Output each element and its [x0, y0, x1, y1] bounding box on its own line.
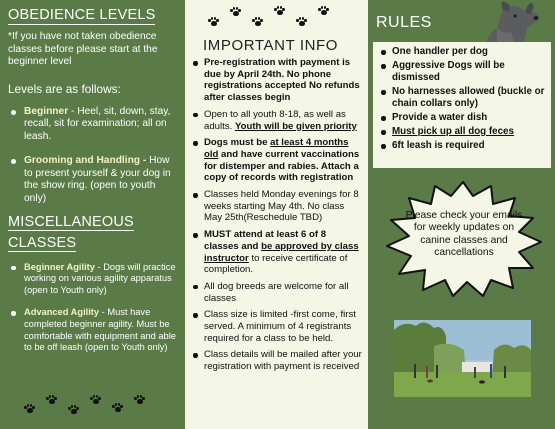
- paw-print-icon: [208, 16, 219, 27]
- paw-print-icon: [318, 5, 329, 16]
- list-item: Must pick up all dog feces: [379, 126, 547, 138]
- list-item: MUST attend at least 6 of 8 classes and be approved by class instructor to receive certificate of completion.: [191, 229, 362, 276]
- list-item: Beginner Agility - Dogs will practice working on various agility apparatus (open to Youth only): [8, 262, 177, 297]
- list-item: No harnesses allowed (buckle or chain collars only): [379, 86, 547, 110]
- callout-text: Please check your emails for weekly updates on canine classes and cancellations: [405, 210, 523, 259]
- list-item: One handler per dog: [379, 46, 547, 58]
- list-item: Aggressive Dogs will be dismissed: [379, 60, 547, 84]
- paw-print-icon: [90, 394, 101, 405]
- paw-print-icon: [46, 394, 57, 405]
- important-heading: IMPORTANT INFO: [203, 37, 339, 54]
- rules-list: [379, 46, 547, 152]
- misc-class-list: [8, 262, 177, 354]
- obedience-intro: *If you have not taken obedience classes before please start at the beginner level: [8, 31, 158, 67]
- obedience-heading: OBEDIENCE LEVELS: [8, 7, 156, 23]
- obedience-level-list: [8, 106, 177, 206]
- list-item: Beginner - Heel, sit, down, stay, recall, sit for examination; all on leash.: [8, 106, 177, 144]
- paw-row-top: [208, 4, 340, 27]
- paw-print-icon: [230, 6, 241, 17]
- list-item: Dogs must be at least 4 months old and have current vaccinations for distemper and rabies. Attach a copy of records with registration: [191, 137, 362, 184]
- list-item: Class size is limited -first come, first served. A minimum of 4 registrants required for a class to be held.: [191, 309, 362, 344]
- list-item: Classes held Monday evenings for 8 weeks starting May 4th. No class May 25th(Reschedule TBD): [191, 189, 362, 224]
- list-item: All dog breeds are welcome for all classes: [191, 281, 362, 304]
- paw-row-bottom: [24, 394, 156, 415]
- paw-print-icon: [296, 16, 307, 27]
- left-panel: [0, 0, 185, 429]
- list-item: Grooming and Handling - How to present yourself & your dog in the show ring. (open to youth only): [8, 155, 177, 205]
- middle-panel: [185, 0, 368, 429]
- list-item: Advanced Agility - Must have completed beginner agility. Must be comfortable with equipment and able to be off leash (open to Youth only): [8, 307, 177, 353]
- paw-print-icon: [274, 5, 285, 16]
- paw-print-icon: [68, 404, 79, 415]
- list-item: Pre-registration with payment is due by April 24th. No phone registrations accepted No refunds after classes begin: [191, 57, 362, 104]
- paw-print-icon: [252, 16, 263, 27]
- misc-heading: MISCELLANEOUS CLASSES: [8, 213, 134, 251]
- list-item: Class details will be mailed after your registration with payment is received: [191, 349, 362, 372]
- dog-class-photo: [394, 320, 531, 397]
- paw-print-icon: [112, 402, 123, 413]
- rules-card: [373, 42, 551, 168]
- paw-print-icon: [134, 394, 145, 405]
- list-item: Provide a water dish: [379, 112, 547, 124]
- levels-intro: Levels are as follows:: [8, 81, 121, 96]
- paw-print-icon: [24, 403, 35, 414]
- list-item: 6ft leash is required: [379, 140, 547, 152]
- list-item: Open to all youth 8-18, as well as adults. Youth will be given priority: [191, 109, 362, 132]
- important-info-list: [191, 57, 362, 373]
- rules-heading: RULES: [370, 10, 436, 38]
- field-photo-icon: [394, 320, 531, 397]
